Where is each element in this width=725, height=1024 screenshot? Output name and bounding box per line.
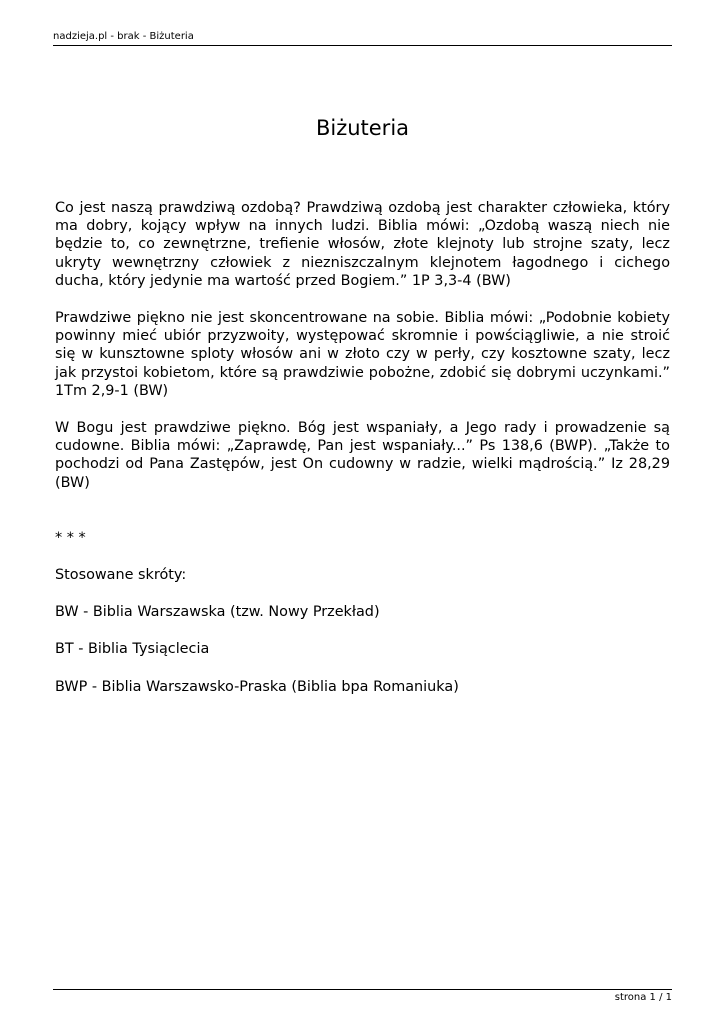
section-separator: * * * [55,529,86,546]
paragraph-1: Co jest naszą prawdziwą ozdobą? Prawdziwą ozdobą jest charakter człowieka, który ma dobry, kojący wpływ na innych ludzi. Biblia mówi: „Ozdobą waszą niech nie będzie to, co zewnętrzne, trefienie włosów, złote klejnoty lub strojne szaty, lecz ukryty wewnętrzny człowiek z niezniszczalnym klejnotem łagodnego i cichego ducha, który jedynie ma wartość przed Bogiem.” 1P 3,3-4 (BW) [55,200,670,289]
header-divider [53,45,672,46]
abbreviation-item: BWP - Biblia Warszawsko-Praska (Biblia bpa Romaniuka) [55,678,459,695]
page-number: strona 1 / 1 [614,992,672,1003]
abbreviation-item: BW - Biblia Warszawska (tzw. Nowy Przekład) [55,604,380,621]
page-header-source: nadzieja.pl - brak - Biżuteria [53,31,194,42]
paragraph-2: Prawdziwe piękno nie jest skoncentrowane na sobie. Biblia mówi: „Podobnie kobiety powinny mieć ubiór przyzwoity, występować skromnie i powściągliwie, a nie stroić się w kunsztowne sploty włosów ani w złoto czy w perły, czy kosztowne szaty, lecz jak przystoi kobietom, które są prawdziwie pobożne, zdobić się dobrymi uczynkami.” 1Tm 2,9-1 (BW) [55,310,670,399]
article-body [55,199,670,696]
article-title: Biżuteria [315,116,410,140]
abbreviation-item: BT - Biblia Tysiąclecia [55,641,210,658]
paragraph-3: W Bogu jest prawdziwe piękno. Bóg jest wspaniały, a Jego rady i prowadzenie są cudowne. Biblia mówi: „Zaprawdę, Pan jest wspaniały...” Ps 138,6 (BWP). „Także to pochodzi od Pana Zastępów, jest On cudowny w radzie, wielki mądrością.” Iz 28,29 (BW) [55,420,670,491]
footer-divider [53,989,672,990]
abbreviations-heading: Stosowane skróty: [55,567,187,584]
